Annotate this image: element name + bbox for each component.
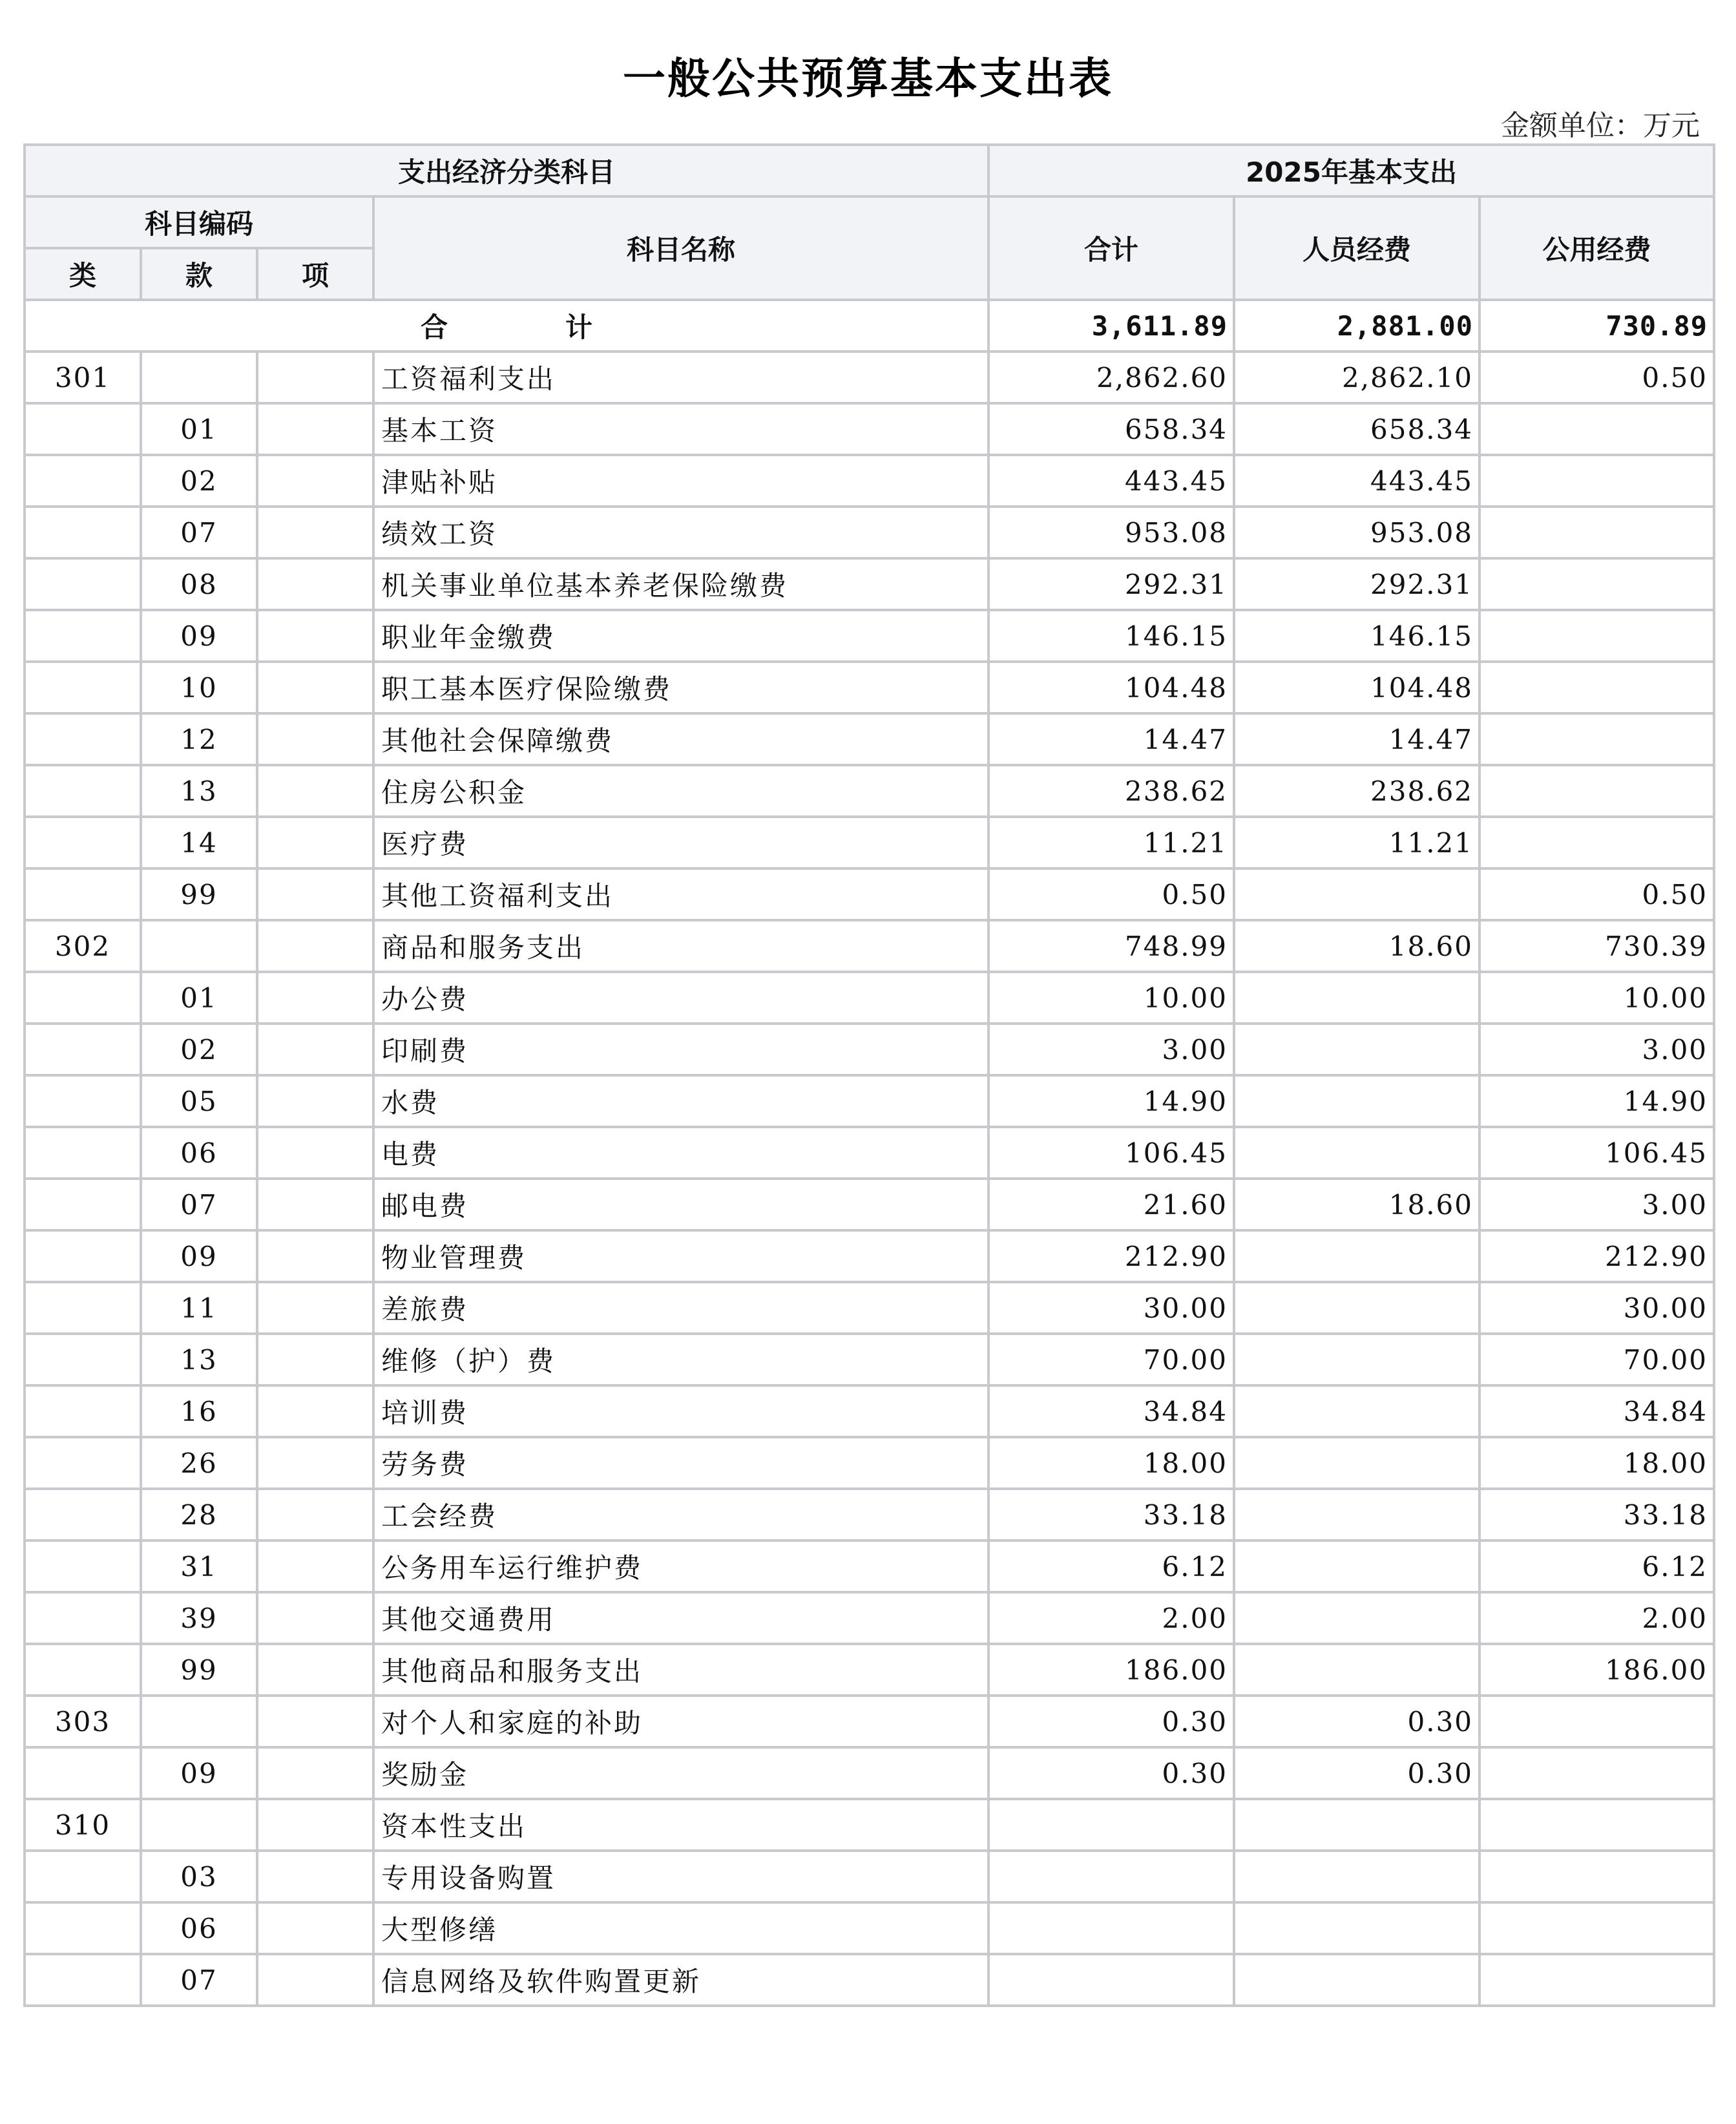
subject-name-cell: 商品和服务支出 — [373, 920, 988, 972]
personnel-cell: 18.60 — [1234, 1179, 1480, 1230]
table-row — [25, 1644, 1714, 1696]
table-row — [25, 1902, 1714, 1954]
personnel-cell: 0.30 — [1234, 1696, 1480, 1747]
kuan-cell: 31 — [141, 1540, 257, 1592]
public-cell: 6.12 — [1480, 1540, 1714, 1592]
kuan-cell: 07 — [141, 1179, 257, 1230]
public-cell — [1480, 1851, 1714, 1902]
subject-name-cell: 差旅费 — [373, 1282, 988, 1334]
total-cell: 3.00 — [988, 1024, 1234, 1075]
subject-name-cell: 印刷费 — [373, 1024, 988, 1075]
personnel-cell: 18.60 — [1234, 920, 1480, 972]
total-cell: 14.47 — [988, 713, 1234, 765]
subject-name-cell: 其他商品和服务支出 — [373, 1644, 988, 1696]
table-row — [25, 1799, 1714, 1851]
personnel-cell: 292.31 — [1234, 558, 1480, 610]
subject-name-cell: 奖励金 — [373, 1747, 988, 1799]
subject-name-cell: 劳务费 — [373, 1437, 988, 1489]
kuan-cell: 02 — [141, 455, 257, 507]
xiang-cell — [257, 403, 373, 455]
total-cell: 212.90 — [988, 1230, 1234, 1282]
public-cell: 0.50 — [1480, 352, 1714, 403]
table-row — [25, 1437, 1714, 1489]
public-cell — [1480, 1954, 1714, 2006]
kuan-cell: 09 — [141, 610, 257, 662]
public-cell: 33.18 — [1480, 1489, 1714, 1540]
personnel-cell — [1234, 1334, 1480, 1385]
kuan-cell: 26 — [141, 1437, 257, 1489]
xiang-cell — [257, 713, 373, 765]
kuan-cell: 13 — [141, 765, 257, 817]
personnel-cell — [1234, 1489, 1480, 1540]
xiang-cell — [257, 1902, 373, 1954]
table-row — [25, 817, 1714, 868]
total-cell: 70.00 — [988, 1334, 1234, 1385]
personnel-cell — [1234, 1592, 1480, 1644]
xiang-cell — [257, 1334, 373, 1385]
subject-name-cell: 机关事业单位基本养老保险缴费 — [373, 558, 988, 610]
public-cell: 3.00 — [1480, 1024, 1714, 1075]
lei-cell — [25, 1179, 141, 1230]
subject-name-cell: 资本性支出 — [373, 1799, 988, 1851]
kuan-cell: 11 — [141, 1282, 257, 1334]
kuan-cell: 39 — [141, 1592, 257, 1644]
total-cell — [988, 1954, 1234, 2006]
unit-label: 金额单位：万元 — [1501, 109, 1700, 142]
public-cell — [1480, 662, 1714, 713]
kuan-cell: 09 — [141, 1230, 257, 1282]
public-cell — [1480, 610, 1714, 662]
personnel-cell — [1234, 1075, 1480, 1127]
public-cell — [1480, 765, 1714, 817]
subject-name-cell: 医疗费 — [373, 817, 988, 868]
xiang-cell — [257, 920, 373, 972]
lei-cell — [25, 1592, 141, 1644]
total-cell: 238.62 — [988, 765, 1234, 817]
lei-cell — [25, 1024, 141, 1075]
total-cell: 11.21 — [988, 817, 1234, 868]
subject-name-cell: 信息网络及软件购置更新 — [373, 1954, 988, 2006]
xiang-cell — [257, 1592, 373, 1644]
xiang-cell — [257, 1799, 373, 1851]
total-amount: 3,611.89 — [988, 300, 1234, 352]
kuan-cell — [141, 920, 257, 972]
table-row — [25, 920, 1714, 972]
kuan-cell: 03 — [141, 1851, 257, 1902]
header-subject-code: 科目编码 — [25, 196, 373, 248]
header-total: 合计 — [988, 196, 1234, 300]
table-row — [25, 1127, 1714, 1179]
kuan-cell: 01 — [141, 972, 257, 1024]
personnel-cell — [1234, 1282, 1480, 1334]
public-cell — [1480, 1747, 1714, 1799]
lei-cell — [25, 765, 141, 817]
kuan-cell: 02 — [141, 1024, 257, 1075]
personnel-cell — [1234, 1230, 1480, 1282]
total-public: 730.89 — [1480, 300, 1714, 352]
xiang-cell — [257, 972, 373, 1024]
public-cell — [1480, 507, 1714, 558]
subject-name-cell: 职业年金缴费 — [373, 610, 988, 662]
public-cell — [1480, 713, 1714, 765]
personnel-cell: 443.45 — [1234, 455, 1480, 507]
public-cell: 70.00 — [1480, 1334, 1714, 1385]
public-cell: 14.90 — [1480, 1075, 1714, 1127]
total-cell: 2.00 — [988, 1592, 1234, 1644]
personnel-cell: 953.08 — [1234, 507, 1480, 558]
total-cell: 443.45 — [988, 455, 1234, 507]
lei-cell: 301 — [25, 352, 141, 403]
total-cell: 106.45 — [988, 1127, 1234, 1179]
personnel-cell — [1234, 1799, 1480, 1851]
subject-name-cell: 水费 — [373, 1075, 988, 1127]
xiang-cell — [257, 558, 373, 610]
table-row — [25, 352, 1714, 403]
total-cell — [988, 1799, 1234, 1851]
subject-name-cell: 对个人和家庭的补助 — [373, 1696, 988, 1747]
public-cell: 2.00 — [1480, 1592, 1714, 1644]
header-public-cost: 公用经费 — [1480, 196, 1714, 300]
total-cell: 186.00 — [988, 1644, 1234, 1696]
budget-table — [23, 143, 1715, 2007]
xiang-cell — [257, 1747, 373, 1799]
total-cell: 18.00 — [988, 1437, 1234, 1489]
xiang-cell — [257, 1179, 373, 1230]
lei-cell — [25, 1954, 141, 2006]
public-cell: 212.90 — [1480, 1230, 1714, 1282]
header-economic-classification: 支出经济分类科目 — [25, 145, 988, 196]
subject-name-cell: 专用设备购置 — [373, 1851, 988, 1902]
xiang-cell — [257, 1230, 373, 1282]
personnel-cell — [1234, 1954, 1480, 2006]
public-cell — [1480, 1799, 1714, 1851]
public-cell — [1480, 817, 1714, 868]
total-cell: 10.00 — [988, 972, 1234, 1024]
xiang-cell — [257, 1127, 373, 1179]
public-cell: 34.84 — [1480, 1385, 1714, 1437]
personnel-cell — [1234, 1851, 1480, 1902]
kuan-cell: 06 — [141, 1902, 257, 1954]
lei-cell — [25, 1644, 141, 1696]
xiang-cell — [257, 610, 373, 662]
kuan-cell: 08 — [141, 558, 257, 610]
personnel-cell — [1234, 868, 1480, 920]
total-cell: 34.84 — [988, 1385, 1234, 1437]
xiang-cell — [257, 1282, 373, 1334]
total-cell: 0.30 — [988, 1696, 1234, 1747]
subject-name-cell: 邮电费 — [373, 1179, 988, 1230]
total-cell: 14.90 — [988, 1075, 1234, 1127]
table-row — [25, 765, 1714, 817]
subject-name-cell: 住房公积金 — [373, 765, 988, 817]
total-cell: 0.50 — [988, 868, 1234, 920]
table-row — [25, 1851, 1714, 1902]
table-row — [25, 1075, 1714, 1127]
total-cell: 146.15 — [988, 610, 1234, 662]
personnel-cell — [1234, 1540, 1480, 1592]
subject-name-cell: 公务用车运行维护费 — [373, 1540, 988, 1592]
subject-name-cell: 物业管理费 — [373, 1230, 988, 1282]
public-cell: 10.00 — [1480, 972, 1714, 1024]
table-row — [25, 1540, 1714, 1592]
table-row — [25, 662, 1714, 713]
subject-name-cell: 绩效工资 — [373, 507, 988, 558]
table-row — [25, 558, 1714, 610]
lei-cell — [25, 1230, 141, 1282]
total-label: 合 计 — [25, 300, 988, 352]
header-personnel-cost: 人员经费 — [1234, 196, 1480, 300]
personnel-cell — [1234, 972, 1480, 1024]
lei-cell — [25, 1127, 141, 1179]
table-row — [25, 1747, 1714, 1799]
kuan-cell: 99 — [141, 1644, 257, 1696]
subject-name-cell: 培训费 — [373, 1385, 988, 1437]
lei-cell — [25, 1075, 141, 1127]
public-cell — [1480, 558, 1714, 610]
header-subject-name: 科目名称 — [373, 196, 988, 300]
lei-cell — [25, 558, 141, 610]
lei-cell — [25, 1437, 141, 1489]
page-title: 一般公共预算基本支出表 — [623, 54, 1113, 103]
public-cell: 0.50 — [1480, 868, 1714, 920]
header-row-2 — [25, 196, 1714, 248]
table-row — [25, 403, 1714, 455]
header-kuan: 款 — [141, 248, 257, 300]
personnel-cell: 658.34 — [1234, 403, 1480, 455]
header-xiang: 项 — [257, 248, 373, 300]
kuan-cell — [141, 352, 257, 403]
public-cell: 106.45 — [1480, 1127, 1714, 1179]
xiang-cell — [257, 1851, 373, 1902]
table-row — [25, 1592, 1714, 1644]
total-cell: 0.30 — [988, 1747, 1234, 1799]
subject-name-cell: 其他工资福利支出 — [373, 868, 988, 920]
xiang-cell — [257, 352, 373, 403]
table-row — [25, 1334, 1714, 1385]
personnel-cell — [1234, 1024, 1480, 1075]
lei-cell: 303 — [25, 1696, 141, 1747]
kuan-cell: 16 — [141, 1385, 257, 1437]
table-row — [25, 455, 1714, 507]
xiang-cell — [257, 1024, 373, 1075]
kuan-cell: 12 — [141, 713, 257, 765]
total-cell: 2,862.60 — [988, 352, 1234, 403]
subject-name-cell: 职工基本医疗保险缴费 — [373, 662, 988, 713]
lei-cell — [25, 868, 141, 920]
subject-name-cell: 办公费 — [373, 972, 988, 1024]
xiang-cell — [257, 1489, 373, 1540]
kuan-cell: 99 — [141, 868, 257, 920]
xiang-cell — [257, 455, 373, 507]
header-lei: 类 — [25, 248, 141, 300]
lei-cell — [25, 713, 141, 765]
lei-cell: 310 — [25, 1799, 141, 1851]
header-basic-expenditure-2025: 2025年基本支出 — [988, 145, 1714, 196]
kuan-cell: 06 — [141, 1127, 257, 1179]
xiang-cell — [257, 1954, 373, 2006]
total-cell: 33.18 — [988, 1489, 1234, 1540]
kuan-cell: 13 — [141, 1334, 257, 1385]
subject-name-cell: 津贴补贴 — [373, 455, 988, 507]
subject-name-cell: 其他社会保障缴费 — [373, 713, 988, 765]
kuan-cell: 07 — [141, 1954, 257, 2006]
table-row — [25, 1179, 1714, 1230]
kuan-cell: 01 — [141, 403, 257, 455]
subject-name-cell: 其他交通费用 — [373, 1592, 988, 1644]
lei-cell: 302 — [25, 920, 141, 972]
table-row — [25, 868, 1714, 920]
public-cell — [1480, 403, 1714, 455]
table-row — [25, 1282, 1714, 1334]
xiang-cell — [257, 868, 373, 920]
public-cell — [1480, 455, 1714, 507]
personnel-cell — [1234, 1437, 1480, 1489]
lei-cell — [25, 972, 141, 1024]
total-personnel: 2,881.00 — [1234, 300, 1480, 352]
kuan-cell — [141, 1799, 257, 1851]
lei-cell — [25, 662, 141, 713]
xiang-cell — [257, 662, 373, 713]
subject-name-cell: 基本工资 — [373, 403, 988, 455]
lei-cell — [25, 1489, 141, 1540]
total-cell: 658.34 — [988, 403, 1234, 455]
kuan-cell: 05 — [141, 1075, 257, 1127]
lei-cell — [25, 1747, 141, 1799]
personnel-cell — [1234, 1127, 1480, 1179]
personnel-cell: 238.62 — [1234, 765, 1480, 817]
table-row — [25, 1385, 1714, 1437]
lei-cell — [25, 455, 141, 507]
table-row — [25, 1230, 1714, 1282]
total-cell: 21.60 — [988, 1179, 1234, 1230]
total-cell: 953.08 — [988, 507, 1234, 558]
lei-cell — [25, 507, 141, 558]
personnel-cell — [1234, 1644, 1480, 1696]
kuan-cell: 28 — [141, 1489, 257, 1540]
personnel-cell: 104.48 — [1234, 662, 1480, 713]
subject-name-cell: 工资福利支出 — [373, 352, 988, 403]
xiang-cell — [257, 1437, 373, 1489]
personnel-cell — [1234, 1385, 1480, 1437]
subject-name-cell: 维修（护）费 — [373, 1334, 988, 1385]
lei-cell — [25, 1334, 141, 1385]
total-cell: 292.31 — [988, 558, 1234, 610]
table-row — [25, 610, 1714, 662]
xiang-cell — [257, 765, 373, 817]
table-row — [25, 713, 1714, 765]
total-cell: 30.00 — [988, 1282, 1234, 1334]
total-cell: 6.12 — [988, 1540, 1234, 1592]
subject-name-cell: 电费 — [373, 1127, 988, 1179]
xiang-cell — [257, 1540, 373, 1592]
personnel-cell: 0.30 — [1234, 1747, 1480, 1799]
kuan-cell: 09 — [141, 1747, 257, 1799]
xiang-cell — [257, 1385, 373, 1437]
kuan-cell: 07 — [141, 507, 257, 558]
lei-cell — [25, 1851, 141, 1902]
total-cell: 748.99 — [988, 920, 1234, 972]
public-cell: 18.00 — [1480, 1437, 1714, 1489]
personnel-cell: 11.21 — [1234, 817, 1480, 868]
xiang-cell — [257, 1075, 373, 1127]
subject-name-cell: 工会经费 — [373, 1489, 988, 1540]
xiang-cell — [257, 1644, 373, 1696]
personnel-cell — [1234, 1902, 1480, 1954]
lei-cell — [25, 610, 141, 662]
public-cell: 186.00 — [1480, 1644, 1714, 1696]
table-row — [25, 1024, 1714, 1075]
personnel-cell: 2,862.10 — [1234, 352, 1480, 403]
table-row — [25, 1489, 1714, 1540]
table-row — [25, 1696, 1714, 1747]
lei-cell — [25, 1282, 141, 1334]
total-cell — [988, 1902, 1234, 1954]
public-cell: 3.00 — [1480, 1179, 1714, 1230]
public-cell: 30.00 — [1480, 1282, 1714, 1334]
table-row — [25, 972, 1714, 1024]
kuan-cell: 10 — [141, 662, 257, 713]
total-row — [25, 300, 1714, 352]
total-cell: 104.48 — [988, 662, 1234, 713]
xiang-cell — [257, 817, 373, 868]
lei-cell — [25, 1902, 141, 1954]
lei-cell — [25, 403, 141, 455]
lei-cell — [25, 1385, 141, 1437]
xiang-cell — [257, 1696, 373, 1747]
personnel-cell: 146.15 — [1234, 610, 1480, 662]
header-row-1 — [25, 145, 1714, 196]
xiang-cell — [257, 507, 373, 558]
lei-cell — [25, 1540, 141, 1592]
subject-name-cell: 大型修缮 — [373, 1902, 988, 1954]
public-cell: 730.39 — [1480, 920, 1714, 972]
table-row — [25, 507, 1714, 558]
personnel-cell: 14.47 — [1234, 713, 1480, 765]
public-cell — [1480, 1696, 1714, 1747]
total-cell — [988, 1851, 1234, 1902]
lei-cell — [25, 817, 141, 868]
kuan-cell — [141, 1696, 257, 1747]
public-cell — [1480, 1902, 1714, 1954]
table-row — [25, 1954, 1714, 2006]
kuan-cell: 14 — [141, 817, 257, 868]
